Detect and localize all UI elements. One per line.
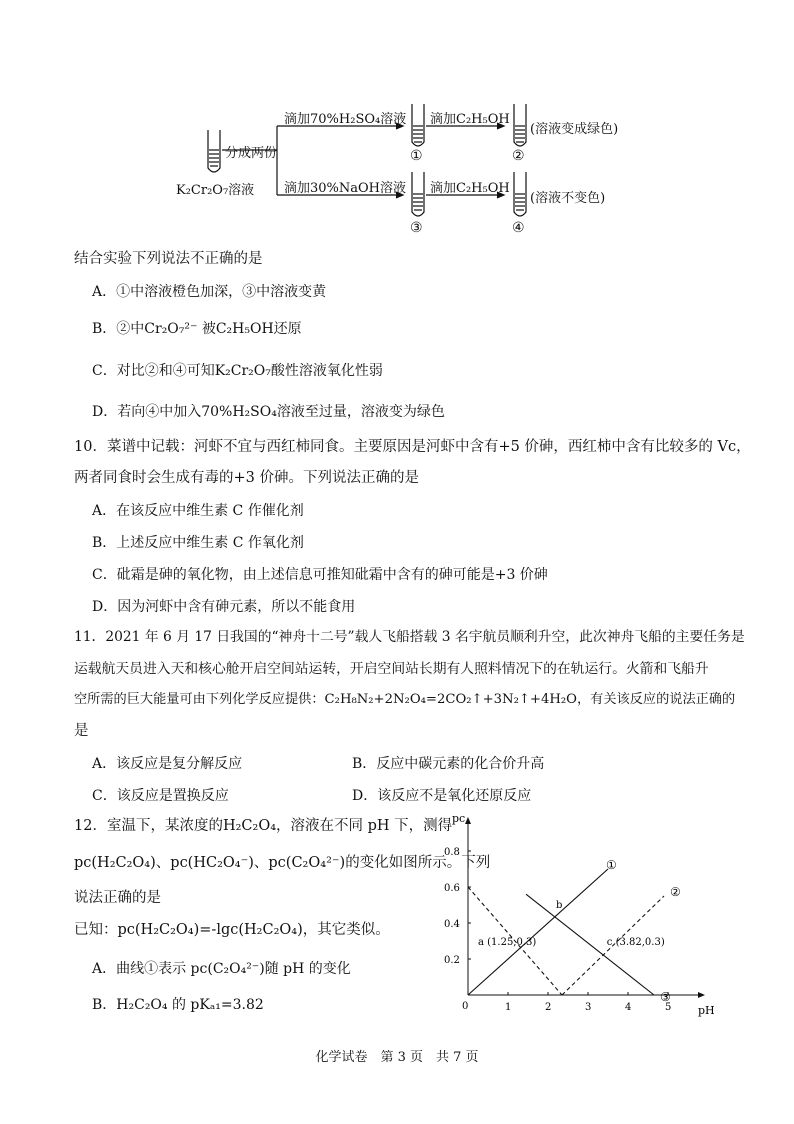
y-tick-label: 0.8 (444, 847, 460, 858)
test-tube-3 (412, 172, 424, 216)
q11-option-d: D．该反应不是氧化还原反应 (352, 788, 532, 804)
y-tick-label: 0.6 (444, 883, 460, 894)
point-label: b (556, 900, 563, 911)
label-bottom-add: 滴加30%NaOH溶液 (284, 181, 407, 196)
page-footer: 化学试卷 第 3 页 共 7 页 (315, 1050, 479, 1065)
q9-option-b: B．②中Cr₂O₇²⁻ 被C₂H₅OH还原 (92, 321, 302, 337)
q9-option-a: A．①中溶液橙色加深，③中溶液变黄 (92, 284, 327, 300)
test-tube-4 (514, 172, 526, 216)
q10-line2: 两者同食时会生成有毒的+3 价砷。下列说法正确的是 (74, 470, 419, 486)
origin-label: 0 (462, 1001, 469, 1012)
q9-option-d: D．若向④中加入70%H₂SO₄溶液至过量，溶液变为绿色 (92, 404, 445, 420)
q12-known: 已知：pc(H₂C₂O₄)=-lgc(H₂C₂O₄)，其它类似。 (74, 922, 390, 938)
q10-line1: 10．菜谱中记载：河虾不宜与西红柿同食。主要原因是河虾中含有+5 价砷，西红柿中含有比较多的 Vc， (74, 439, 751, 455)
test-tube-2 (514, 104, 526, 146)
q11-line3: 空所需的巨大能量可由下列化学反应提供：C₂H₈N₂+2N₂O₄=2CO₂↑+3N₂↑+4H₂O，有关该反应的说法正确的 (74, 692, 736, 707)
label-tube1: ① (410, 148, 423, 164)
label-result-bottom: (溶液不变色) (530, 191, 606, 206)
q12-line3: 说法正确的是 (74, 890, 161, 906)
series-label: ② (670, 885, 681, 899)
q12-line2: pc(H₂C₂O₄)、pc(HC₂O₄⁻)、pc(C₂O₄²⁻)的变化如图所示。下列 (74, 855, 491, 871)
label-split: 分成两份 (225, 146, 278, 161)
x-tick-label: 2 (545, 1002, 552, 1013)
point-label: c (3.82,0.3) (606, 937, 665, 948)
series-label: ③ (660, 990, 671, 1004)
q10-option-b: B．上述反应中维生素 C 作氧化剂 (92, 535, 304, 551)
y-tick-label: 0.4 (444, 919, 460, 930)
y-tick-label: 0.2 (444, 955, 460, 966)
x-axis-label: pH (698, 1004, 715, 1017)
series-line-1 (468, 869, 608, 995)
label-tube4: ④ (512, 220, 525, 236)
label-top-add: 滴加70%H₂SO₄溶液 (284, 112, 407, 127)
q10-option-c: C．砒霜是砷的氧化物，由上述信息可推知砒霜中含有的砷可能是+3 价砷 (92, 567, 548, 583)
label-bottom-add2: 滴加C₂H₅OH (430, 181, 510, 196)
x-tick-label: 1 (505, 1002, 512, 1013)
q11-line2: 运载航天员进入天和核心舱开启空间站运转，开启空间站长期有人照料情况下的在轨运行。火箭和飞船升 (74, 661, 709, 677)
label-top-add2: 滴加C₂H₅OH (430, 112, 510, 127)
q12-option-a: A．曲线①表示 pc(C₂O₄²⁻)随 pH 的变化 (92, 961, 351, 977)
q10-option-d: D．因为河虾中含有砷元素，所以不能食用 (92, 599, 356, 615)
q12-option-b: B．H₂C₂O₄ 的 pKₐ₁=3.82 (92, 997, 264, 1013)
q10-option-a: A．在该反应中维生素 C 作催化剂 (92, 503, 304, 519)
x-tick-label: 3 (585, 1002, 592, 1013)
series-label: ① (606, 858, 617, 872)
x-axis-arrow (698, 992, 705, 998)
test-tube-1 (412, 104, 424, 146)
q11-line4: 是 (74, 723, 89, 739)
label-tube3: ③ (410, 220, 423, 236)
x-tick-label: 5 (665, 1002, 672, 1013)
q11-option-b: B．反应中碳元素的化合价升高 (352, 756, 545, 772)
y-axis-arrow (465, 817, 471, 824)
label-result-top: (溶液变成绿色) (530, 122, 619, 137)
x-tick-label: 4 (625, 1002, 632, 1013)
y-axis-label: pc (452, 812, 466, 825)
q9-option-c: C．对比②和④可知K₂Cr₂O₇酸性溶液氧化性弱 (92, 363, 383, 379)
q11-option-c: C．该反应是置换反应 (92, 788, 229, 804)
q9-stem: 结合实验下列说法不正确的是 (74, 251, 263, 267)
q11-option-a: A．该反应是复分解反应 (92, 756, 243, 772)
point-label: a (1.25,0.3) (478, 937, 537, 948)
label-start-solution: K₂Cr₂O₇溶液 (176, 183, 255, 198)
q12-line1: 12．室温下，某浓度的H₂C₂O₄，溶液在不同 pH 下，测得 (74, 818, 453, 834)
test-tube-start (208, 130, 220, 172)
label-tube2: ② (512, 148, 525, 164)
q11-line1: 11．2021 年 6 月 17 日我国的“神舟十二号”载人飞船搭载 3 名宇航员顺利升空，此次神舟飞船的主要任务是 (74, 629, 745, 645)
pc-ph-chart (440, 812, 730, 1034)
